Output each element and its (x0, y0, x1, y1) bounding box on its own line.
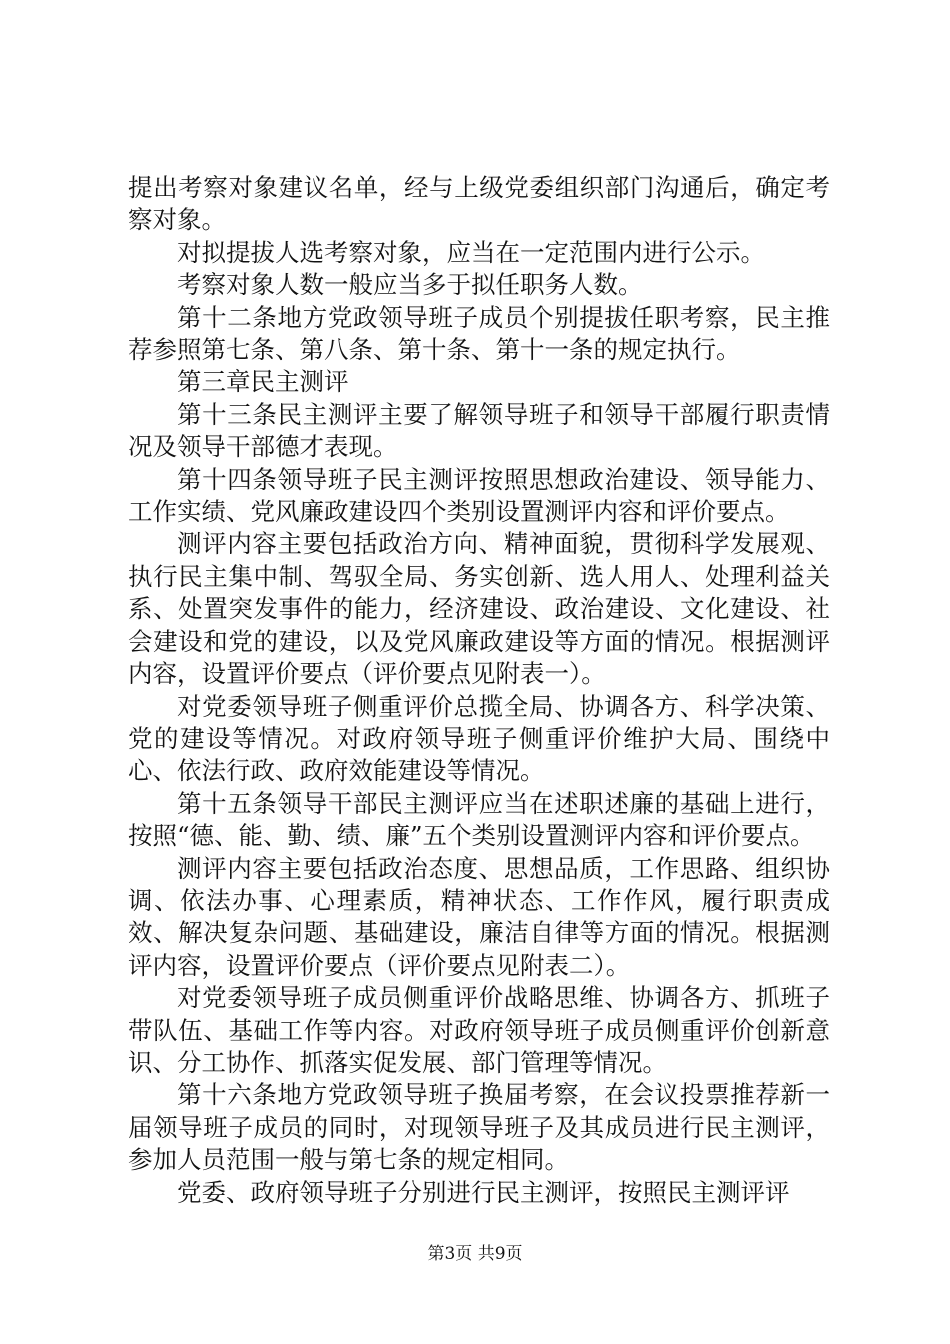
paragraph: 第三章民主测评 (177, 367, 349, 397)
paragraph: 对拟提拔人选考察对象，应当在一定范围内进行公示。 (177, 237, 765, 267)
paragraph: 对党委领导班子侧重评价总揽全局、协调各方、科学决策、党的建设等情况。对政府领导班子侧重评价维护大局、围绕中心、依法行政、政府效能建设等情况。 (128, 691, 830, 786)
paragraph: 第十三条民主测评主要了解领导班子和领导干部履行职责情况及领导干部德才表现。 (128, 399, 830, 462)
paragraph: 第十五条领导干部民主测评应当在述职述廉的基础上进行，按照“德、能、勤、绩、廉”五个类别设置测评内容和评价要点。 (128, 788, 830, 851)
page-footer: 第3页 共9页 (427, 1244, 523, 1264)
paragraph: 考察对象人数一般应当多于拟任职务人数。 (177, 270, 643, 300)
document-body (128, 172, 830, 1209)
paragraph: 第十二条地方党政领导班子成员个别提拔任职考察，民主推荐参照第七条、第八条、第十条、第十一条的规定执行。 (128, 302, 830, 365)
paragraph: 第十四条领导班子民主测评按照思想政治建设、领导能力、工作实绩、党风廉政建设四个类别设置测评内容和评价要点。 (128, 464, 830, 527)
paragraph: 测评内容主要包括政治方向、精神面貌，贯彻科学发展观、执行民主集中制、驾驭全局、务实创新、选人用人、处理利益关系、处置突发事件的能力，经济建设、政治建设、文化建设、社会建设和党的建设，以及党风廉政建设等方面的情况。根据测评内容，设置评价要点（评价要点见附表一）。 (128, 529, 830, 689)
paragraph: 党委、政府领导班子分别进行民主测评，按照民主测评评 (177, 1177, 790, 1207)
paragraph: 对党委领导班子成员侧重评价战略思维、协调各方、抓班子带队伍、基础工作等内容。对政府领导班子成员侧重评价创新意识、分工协作、抓落实促发展、部门管理等情况。 (128, 983, 830, 1077)
paragraph: 测评内容主要包括政治态度、思想品质，工作思路、组织协调、依法办事、心理素质，精神状态、工作作风，履行职责成效、解决复杂问题、基础建设，廉洁自律等方面的情况。根据测评内容，设置评价要点（评价要点见附表二）。 (128, 853, 830, 980)
paragraph: 提出考察对象建议名单，经与上级党委组织部门沟通后，确定考察对象。 (128, 173, 830, 235)
paragraph: 第十六条地方党政领导班子换届考察，在会议投票推荐新一届领导班子成员的同时，对现领导班子及其成员进行民主测评，参加人员范围一般与第七条的规定相同。 (128, 1080, 830, 1175)
